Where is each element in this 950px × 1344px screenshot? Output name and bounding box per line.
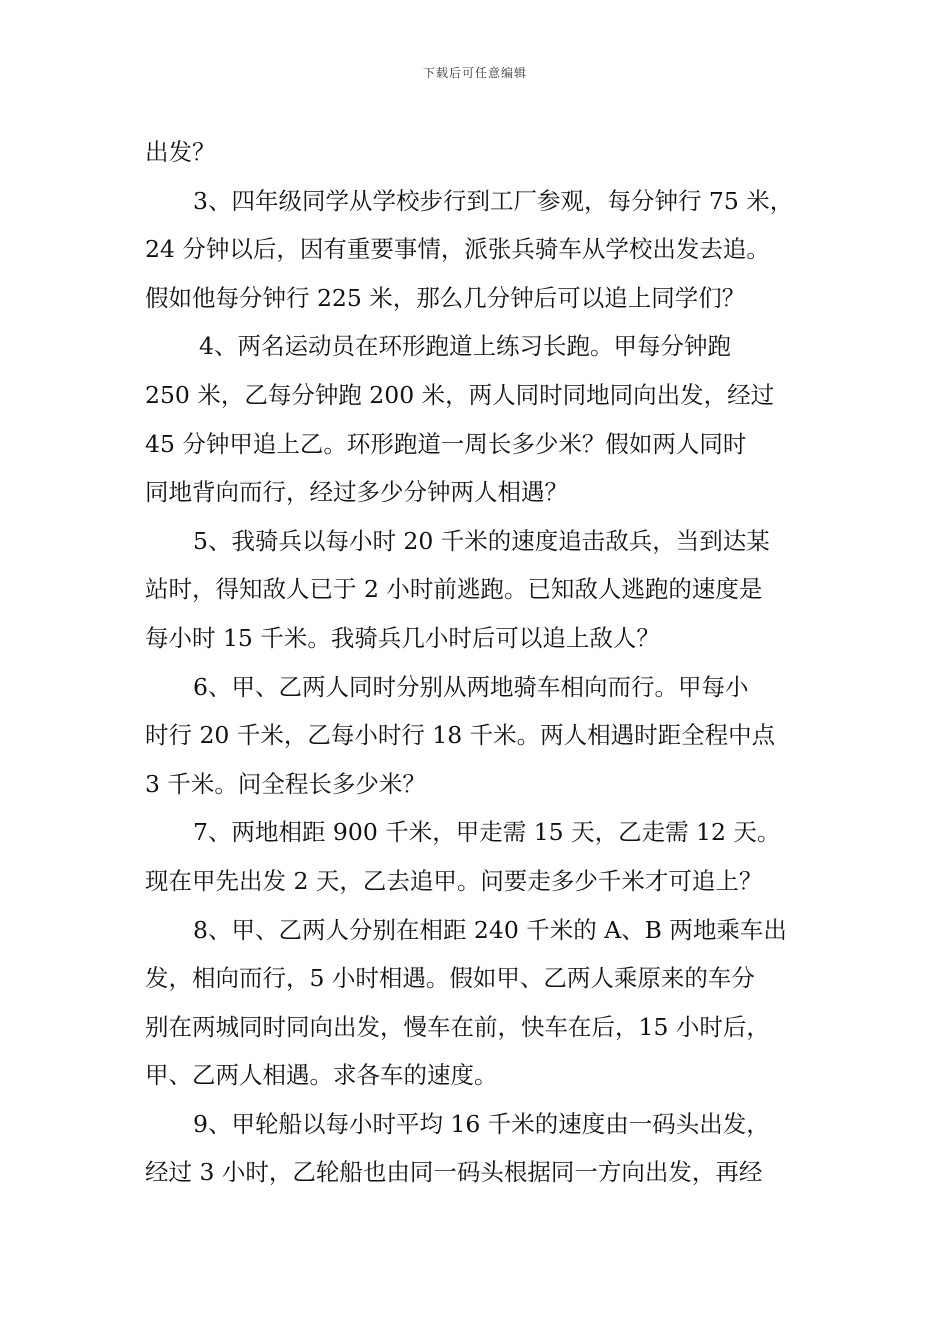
problem-7-start: 7、两地相距 900 千米，甲走需 15 天，乙走需 12 天。 — [193, 818, 781, 847]
text-line: 每小时 15 千米。我骑兵几小时后可以追上敌人？ — [145, 623, 660, 652]
problem-4-start: 4、两名运动员在环形跑道上练习长跑。甲每分钟跑 — [199, 332, 731, 361]
text-line: 同地背向而行，经过多少分钟两人相遇？ — [145, 478, 568, 507]
text-line: 250 米，乙每分钟跑 200 米，两人同时同地同向出发，经过 — [145, 380, 775, 409]
text-line: 发，相向而行，5 小时相遇。假如甲、乙两人乘原来的车分 — [145, 964, 755, 993]
text-line: 出发？ — [145, 138, 216, 166]
text-line: 24 分钟以后，因有重要事情，派张兵骑车从学校出发去追。 — [145, 235, 770, 264]
text-line: 站时，得知敌人已于 2 小时前逃跑。已知敌人逃跑的速度是 — [145, 575, 763, 604]
text-line: 3 千米。问全程长多少米？ — [145, 769, 426, 798]
text-line: 经过 3 小时，乙轮船也由同一码头根据同一方向出发，再经 — [145, 1158, 763, 1187]
problem-6-start: 6、甲、乙两人同时分别从两地骑车相向而行。甲每小 — [193, 672, 749, 701]
problem-3-start: 3、四年级同学从学校步行到工厂参观，每分钟行 75 米， — [193, 186, 794, 215]
text-line: 别在两城同时同向出发，慢车在前，快车在后，15 小时后， — [145, 1012, 770, 1041]
document-body — [145, 128, 825, 1197]
problem-9-start: 9、甲轮船以每小时平均 16 千米的速度由一码头出发， — [193, 1109, 770, 1138]
text-line: 时行 20 千米，乙每小时行 18 千米。两人相遇时距全程中点 — [145, 721, 776, 750]
problem-8-start: 8、甲、乙两人分别在相距 240 千米的 A、B 两地乘车出 — [193, 915, 787, 944]
text-line: 45 分钟甲追上乙。环形跑道一周长多少米？假如两人同时 — [145, 429, 747, 458]
text-line: 甲、乙两人相遇。求各车的速度。 — [145, 1061, 498, 1090]
text-line: 现在甲先出发 2 天，乙去追甲。问要走多少千米才可追上？ — [145, 866, 763, 895]
page-header: 下载后可任意编辑 — [422, 66, 527, 80]
text-line: 假如他每分钟行 225 米，那么几分钟后可以追上同学们？ — [145, 283, 746, 312]
problem-5-start: 5、我骑兵以每小时 20 千米的速度追击敌兵，当到达某 — [193, 526, 770, 555]
